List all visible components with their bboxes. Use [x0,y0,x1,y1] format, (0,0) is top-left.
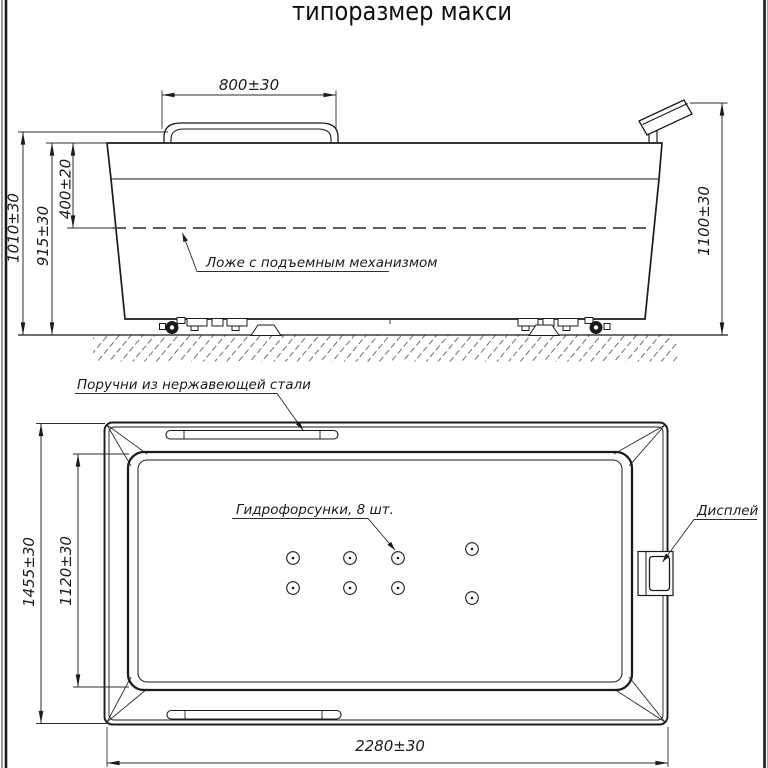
corner-chamfer-lines [107,425,665,722]
hydro-jet [344,552,357,565]
hydro-jet [392,582,405,595]
dim-text-1455: 1455±30 [20,537,38,607]
plan-view [20,377,759,767]
basin-outline [128,452,632,690]
label-text-display: Дисплей [697,503,759,519]
dim-text-800: 800±30 [218,76,280,94]
hydro-jet [392,552,405,565]
hydro-jets [287,543,479,605]
display-head-side [639,100,692,143]
dim-rim-to-bed [57,143,115,228]
dim-handrail-length [162,76,336,129]
ground-hatch [93,336,678,362]
dim-text-915: 915±30 [34,205,52,267]
foot-assembly-right [518,318,610,336]
dim-text-2280: 2280±30 [355,737,425,755]
dim-text-1100: 1100±30 [695,186,713,256]
tub-plan-outer-inner-line [109,427,663,720]
basin-inner-line [138,460,622,682]
handrail-plan-bottom [167,711,341,720]
hydro-jet [344,582,357,595]
tub-plan-outer [105,423,668,725]
tub-side-outline [107,143,662,319]
dim-width-basin [57,454,129,687]
hydro-jet [287,582,300,595]
dim-height-display [690,103,728,335]
display-plan [638,552,673,596]
dim-text-1010: 1010±30 [4,193,23,263]
label-text-jets: Гидрофорсунки, 8 шт. [236,502,394,518]
hydro-jet [466,543,479,556]
handrail-plan-top [166,431,338,440]
hydro-jet [466,592,479,605]
label-text-bed: Ложе с подъемным механизмом [206,255,438,271]
dim-text-400: 400±20 [56,158,75,220]
label-jets [232,502,395,550]
label-display [663,503,759,562]
foot-assembly-left [160,318,282,336]
dim-length-overall [107,727,668,767]
hydro-jet [287,552,300,565]
side-view [5,76,729,362]
drawing-title: типоразмер макси [292,0,512,27]
label-text-handrails: Поручни из нержавеющей стали [77,377,311,393]
handrail-side [164,123,338,143]
dim-text-1120: 1120±30 [57,536,75,606]
